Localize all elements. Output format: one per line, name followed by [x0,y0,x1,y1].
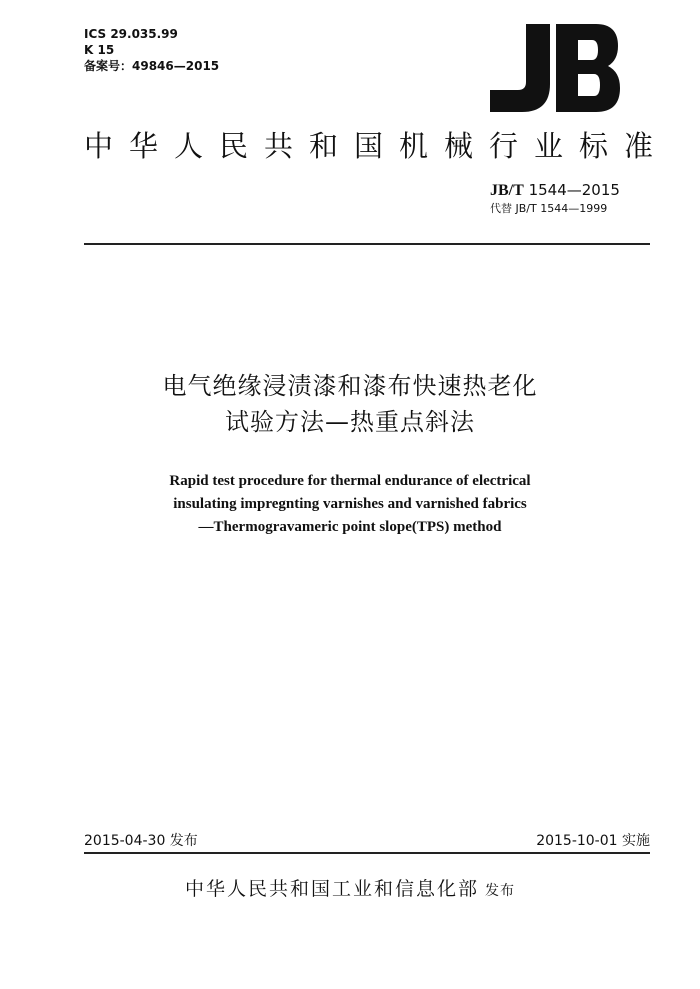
jb-logo-icon [488,22,622,114]
industry-standard-heading: 中华人民共和国机械行业标准 [84,129,670,163]
issuing-authority [0,874,700,901]
standard-number [490,180,650,201]
standard-number-block [490,180,650,217]
chinese-title-line-2: 试验方法—热重点斜法 [225,408,475,436]
ics-code: ICS 29.035.99 [84,27,178,41]
english-title-line-3: —Thermogravameric point slope(TPS) method [198,519,502,535]
chinese-title [0,368,700,440]
english-title-line-1: Rapid test procedure for thermal endurance of electrical [169,473,531,489]
class-code: K 15 [84,43,115,57]
english-title-line-2: insulating impregnting varnishes and varnished fabrics [173,496,527,512]
top-divider [84,243,650,245]
english-title [0,470,700,539]
filing-number: 备案号：49846—2015 [84,59,220,73]
replaces-standard: 代替 JB/T 1544—1999 [490,202,608,215]
issuer-suffix: 发布 [485,883,515,899]
bottom-divider [84,852,650,854]
standard-number-rest: 1544—2015 [523,181,620,199]
publish-date: 2015-04-30 发布 [84,833,198,849]
classification-block [84,26,219,74]
chinese-title-line-1: 电气绝缘浸渍漆和漆布快速热老化 [162,372,538,400]
issuer-name: 中华人民共和国工业和信息化部 [184,878,479,900]
standard-number-prefix: JB/T [490,182,524,199]
implement-date: 2015-10-01 实施 [536,833,650,849]
